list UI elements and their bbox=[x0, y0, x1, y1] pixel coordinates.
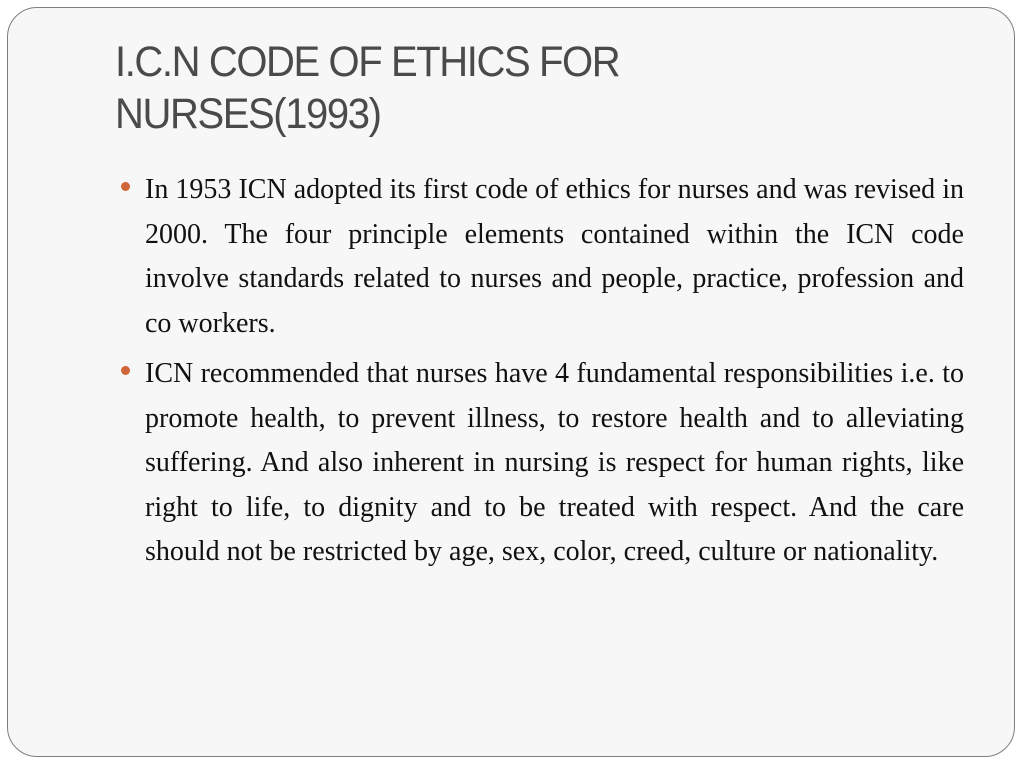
slide-title-line-2: NURSES(1993) bbox=[115, 90, 381, 138]
bullet-item-2 bbox=[121, 352, 964, 575]
bullet-dot-icon bbox=[121, 366, 130, 375]
slide-title-line-1: I.C.N CODE OF ETHICS FOR bbox=[115, 38, 620, 86]
bullet-dot-icon bbox=[121, 182, 130, 191]
slide-title bbox=[115, 36, 822, 140]
slide-frame bbox=[7, 7, 1015, 757]
bullet-text-1: In 1953 ICN adopted its first code of ethics for nurses and was revised in 2000. The four principle elements contained within the ICN code involve standards related to nurses and people, practice, profession and co workers. bbox=[145, 174, 964, 339]
bullet-item-1 bbox=[121, 168, 964, 346]
bullet-list bbox=[121, 168, 964, 581]
bullet-text-2: ICN recommended that nurses have 4 fundamental responsibilities i.e. to promote health, to prevent illness, to restore health and to alleviating suffering. And also inherent in nursing is respect for human rights, like right to life, to dignity and to be treated with respect. And the care should not be restricted by age, sex, color, creed, culture or nationality. bbox=[145, 358, 964, 567]
